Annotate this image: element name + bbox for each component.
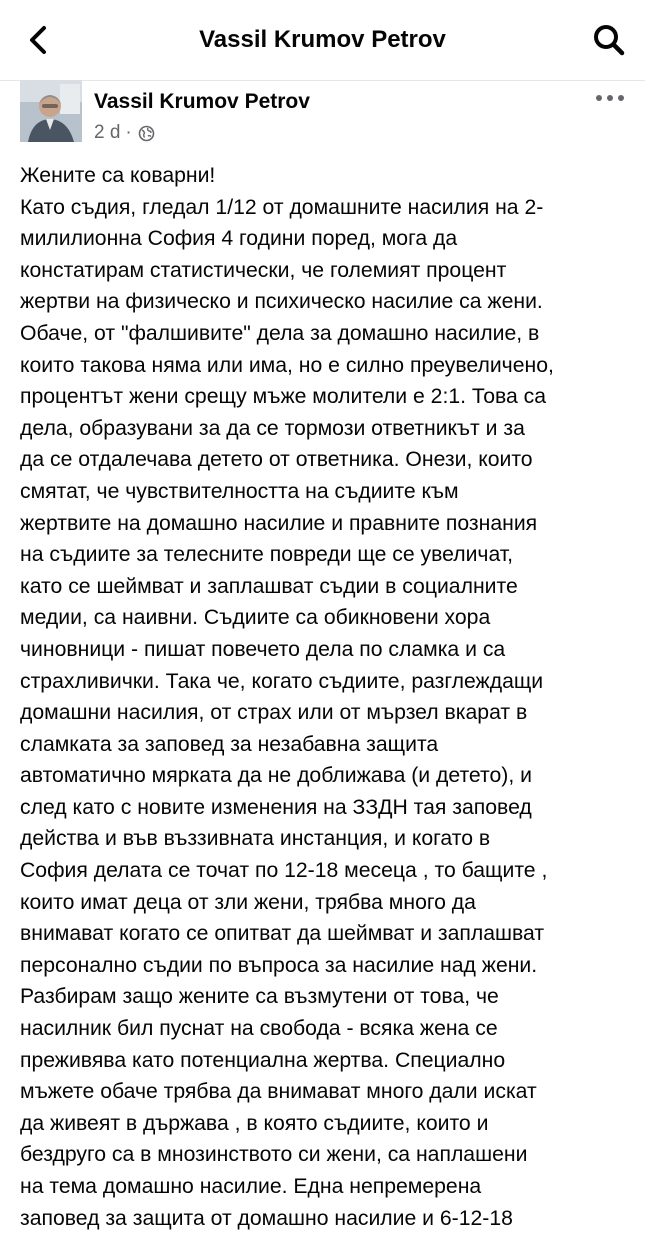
post-text-line: констатирам статистически, че големият процент: [20, 258, 507, 282]
meta-separator: ·: [125, 122, 132, 143]
post-text-line: жертвите на домашно насилие и правните познания: [20, 511, 538, 535]
post-text-line: преживява като потенциална жертва. Специално: [20, 1048, 506, 1072]
post-text-line: медии, са наивни. Съдиите са обикновени хора: [20, 606, 491, 630]
post-meta: [94, 122, 155, 144]
post-text-line: процентът жени срещу мъже молители е 2:1. Това са: [20, 385, 547, 409]
post-text-line: бездруго са в мнозинството си жени, са наплашени: [20, 1143, 528, 1167]
post: [0, 80, 645, 1230]
more-horizontal-icon: [595, 94, 625, 102]
post-text-line: жертви на физическо и психическо насилие са жени.: [20, 290, 543, 314]
post-author-name[interactable]: Vassil Krumov Petrov: [94, 90, 310, 113]
post-text-line: Разбирам защо жените са възмутени от това, че: [20, 985, 499, 1009]
post-text-line: заповед за защита от домашно насилие и 6-12-18: [20, 1206, 513, 1230]
post-text-line: като се шеймват и заплашват съдии в социалните: [20, 574, 518, 598]
globe-icon: [138, 125, 155, 142]
post-text-line: Жените са коварни!: [20, 164, 216, 187]
post-text-line: действа и във въззивната инстанция, и когато в: [20, 827, 491, 851]
profile-photo: [20, 80, 82, 142]
post-text-line: домашни насилия, от страх или от мързел вкарат в: [20, 701, 528, 725]
post-text-line: автоматично мярката да не доближава (и детето), и: [20, 764, 532, 788]
post-text-line: София делата се точат по 12-18 месеца , то бащите ,: [20, 859, 548, 883]
post-text-line: чиновници - пишат повечето дела по сламка и са: [20, 637, 506, 661]
back-button[interactable]: [18, 20, 58, 60]
post-text-line: които имат деца от зли жени, трябва много да: [20, 890, 476, 914]
app-header: [0, 0, 645, 81]
avatar[interactable]: [20, 80, 82, 142]
post-text-line: които такова няма или има, но е силно преувеличено,: [20, 353, 554, 377]
post-text-line: внимават когато се опитват да шеймват и заплашват: [20, 922, 545, 946]
post-text-line: сламката за заповед за незабавна защита: [20, 732, 439, 756]
header-title: Vassil Krumov Petrov: [199, 26, 446, 53]
post-text-line: да се отдалечава детето от ответника. Онези, които: [20, 448, 533, 472]
post-text-line: Обаче, от "фалшивите" дела за домашно насилие, в: [20, 321, 540, 345]
post-text-line: на съдиите за телесните повреди ще се увеличат,: [20, 543, 514, 567]
post-text-line: насилник бил пуснат на свобода - всяка жена се: [20, 1017, 498, 1041]
post-text-line: дела, образувани за да се тормози ответникът и за: [20, 416, 525, 440]
post-text-line: след като с новите изменения на ЗЗДН тая заповед: [20, 795, 532, 819]
post-text-line: на тема домашно насилие. Една непремерена: [20, 1175, 482, 1198]
post-more-button[interactable]: [593, 86, 627, 110]
post-text-line: смятат, че чувствителността на съдиите към: [20, 479, 459, 503]
post-text-line: персонално съдии по въпроса за насилие над жени.: [20, 953, 538, 977]
post-text-line: страхливички. Така че, когато съдиите, разглеждащи: [20, 669, 544, 693]
post-text-line: Като съдия, гледал 1/12 от домашните насилия на 2-: [20, 195, 544, 219]
chevron-left-icon: [27, 25, 49, 55]
post-timestamp[interactable]: 2 d: [94, 122, 121, 143]
search-button[interactable]: [589, 20, 629, 60]
post-text-line: милилионна София 4 години поред, мога да: [20, 227, 458, 251]
search-icon: [592, 23, 626, 57]
post-body: [20, 160, 630, 1234]
post-text-line: да живеят в държава , в която съдиите, които и: [20, 1111, 489, 1135]
post-text-line: мъжете обаче трябва да внимават много дали искат: [20, 1080, 537, 1104]
